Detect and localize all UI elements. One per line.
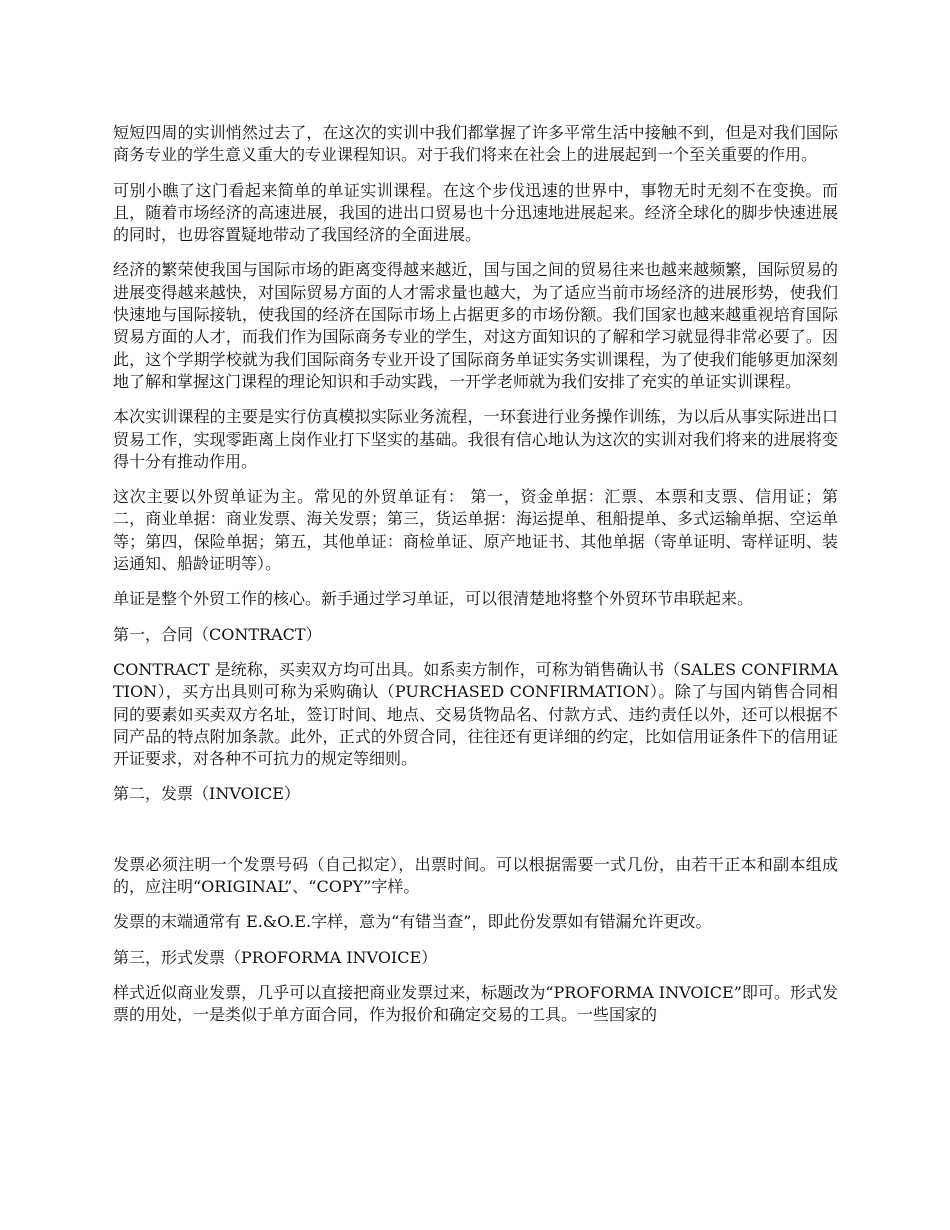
paragraph-economic-prosperity: 经济的繁荣使我国与国际市场的距离变得越来越近，国与国之间的贸易往来也越来越频繁，国际贸易的进展变得越来越快，对国际贸易方面的人才需求量也越大，为了适应当前市场经济的进展形势，使我们快速地与国际接轨，使我国的经济在国际市场上占据更多的市场份额。我们国家也越来越重视培育国际贸易方面的人才，而我们作为国际商务专业的学生，对这方面知识的了解和学习就显得非常必要了。因此，这个学期学校就为我们国际商务专业开设了国际商务单证实务实训课程，为了使我们能够更加深刻地了解和掌握这门课程的理论知识和手动实践，一开学老师就为我们安排了充实的单证实训课程。	[113, 260, 838, 391]
heading-contract: 第一，合同（CONTRACT）	[113, 624, 322, 644]
heading-invoice: 第二，发票（INVOICE）	[113, 784, 300, 804]
document-body	[113, 122, 838, 1040]
heading-proforma-invoice: 第三，形式发票（PROFORMA INVOICE）	[113, 947, 438, 967]
paragraph-documents-core: 单证是整个外贸工作的核心。新手通过学习单证，可以很清楚地将整个外贸环节串联起来。	[113, 589, 754, 609]
paragraph-invoice-eoe: 发票的末端通常有 E.&O.E.字样，意为“有错当查”，即此份发票如有错漏允许更改。	[113, 912, 712, 932]
paragraph-course-importance: 可别小瞧了这门看起来简单的单证实训课程。在这个步伐迅速的世界中，事物无时无刻不在变换。而且，随着市场经济的高速进展，我国的进出口贸易也十分迅速地进展起来。经济全球化的脚步快速进展的同时，也毋容置疑地带动了我国经济的全面进展。	[113, 180, 838, 245]
paragraph-invoice-number: 发票必须注明一个发票号码（自己拟定），出票时间。可以根据需要一式几份，由若干正本和副本组成的，应注明“ORIGINAL”、“COPY”字样。	[113, 854, 838, 897]
paragraph-proforma-invoice: 样式近似商业发票，几乎可以直接把商业发票过来，标题改为“PROFORMA INVOICE”即可。形式发票的用处，一是类似于单方面合同，作为报价和确定交易的工具。一些国家的	[113, 982, 838, 1025]
blank-gap	[113, 819, 838, 854]
paragraph-contract: CONTRACT 是统称，买卖双方均可出具。如系卖方制作，可称为销售确认书（SALES CONFIRMATION），买方出具则可称为采购确认（PURCHASED CONFIRMATION）。除了与国内销售合同相同的要素如买卖双方名址，签订时间、地点、交易货物品名、付款方式、违约责任以外，还可以根据不同产品的特点附加条款。此外，正式的外贸合同，往往还有更详细的约定，比如信用证条件下的信用证开证要求，对各种不可抗力的规定等细则。	[113, 659, 838, 769]
paragraph-common-documents: 这次主要以外贸单证为主。常见的外贸单证有： 第一，资金单据：汇票、本票和支票、信用证；第二，商业单据：商业发票、海关发票；第三，货运单据：海运提单、租船提单、多式运输单据、空运单等；第四，保险单据；第五，其他单证：商检单证、原产地证书、其他单据（寄单证明、寄样证明、装运通知、船龄证明等）。	[113, 487, 838, 574]
paragraph-intro: 短短四周的实训悄然过去了，在这次的实训中我们都掌握了许多平常生活中接触不到，但是对我们国际商务专业的学生意义重大的专业课程知识。对于我们将来在社会上的进展起到一个至关重要的作用。	[113, 123, 838, 165]
paragraph-course-content: 本次实训课程的主要是实行仿真模拟实际业务流程，一环套进行业务操作训练，为以后从事实际进出口贸易工作，实现零距离上岗作业打下坚实的基础。我很有信心地认为这次的实训对我们将来的进展将变得十分有推动作用。	[113, 407, 838, 471]
